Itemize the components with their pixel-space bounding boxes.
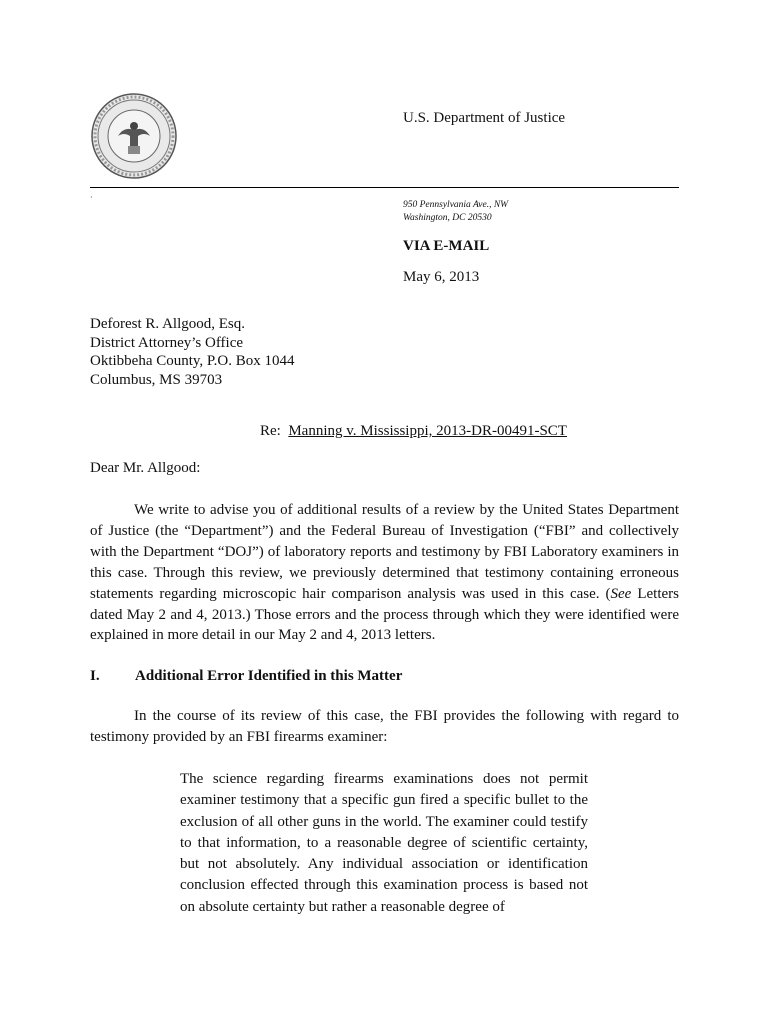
section-heading — [90, 668, 402, 685]
doj-seal-icon — [90, 92, 178, 180]
address-line-1: 950 Pennsylvania Ave., NW — [403, 200, 509, 210]
recipient-name: Deforest R. Allgood, Esq. — [90, 316, 245, 332]
delivery-method: VIA E-MAIL — [403, 238, 490, 254]
paragraph-firearms-intro — [90, 706, 679, 748]
paragraph1-see: See — [610, 585, 632, 602]
letter-date: May 6, 2013 — [403, 269, 480, 285]
address-line-2: Washington, DC 20530 — [403, 212, 492, 223]
divider-mark: · — [90, 193, 93, 202]
paragraph1-text-a: We write to advise you of additional results of a review by the United States Department of Justice (the “Department”) and the Federal Bureau of Investigation (“FBI” and collectively with the Department “DOJ”) of laboratory reports and testimony by FBI Laboratory examiners in this case. Through this review, we previously determined that testimony containing erroneous statements regarding microscopic hair comparison analysis was used in this case. ( — [90, 502, 679, 602]
department-name: U.S. Department of Justice — [403, 110, 566, 126]
case-reference: Manning v. Mississippi, 2013-DR-00491-SCT — [288, 423, 567, 439]
recipient-office: District Attorney’s Office — [90, 334, 244, 351]
paragraph1-text-b: Letters dated May 2 and 4, 2013.) Those errors and the process through which they were identified were explained in more detail in our May 2 and 4, 2013 letters. — [90, 585, 679, 644]
reference-line — [260, 423, 567, 440]
section-title: Additional Error Identified in this Matter — [135, 668, 403, 684]
reference-label: Re: — [260, 423, 281, 439]
recipient-block — [90, 315, 294, 389]
letterhead-divider — [90, 187, 679, 188]
block-quote: The science regarding firearms examinations does not permit examiner testimony that a specific gun fired a specific bullet to the exclusion of all other guns in the world. The examiner could testify to that information, to a reasonable degree of scientific certainty, but not absolutely. Any individual association or identification conclusion effected through this examination process is based not on absolute certainty but rather a reasonable degree of — [180, 771, 588, 915]
paragraph2-text: In the course of its review of this case, the FBI provides the following with regard to testimony provided by an FBI firearms examiner: — [90, 708, 679, 745]
recipient-address-2: Columbus, MS 39703 — [90, 371, 223, 388]
section-number: I. — [90, 668, 100, 684]
recipient-address-1: Oktibbeha County, P.O. Box 1044 — [90, 353, 295, 369]
salutation: Dear Mr. Allgood: — [90, 460, 201, 476]
paragraph-review-results — [90, 500, 679, 646]
department-address — [403, 199, 508, 224]
